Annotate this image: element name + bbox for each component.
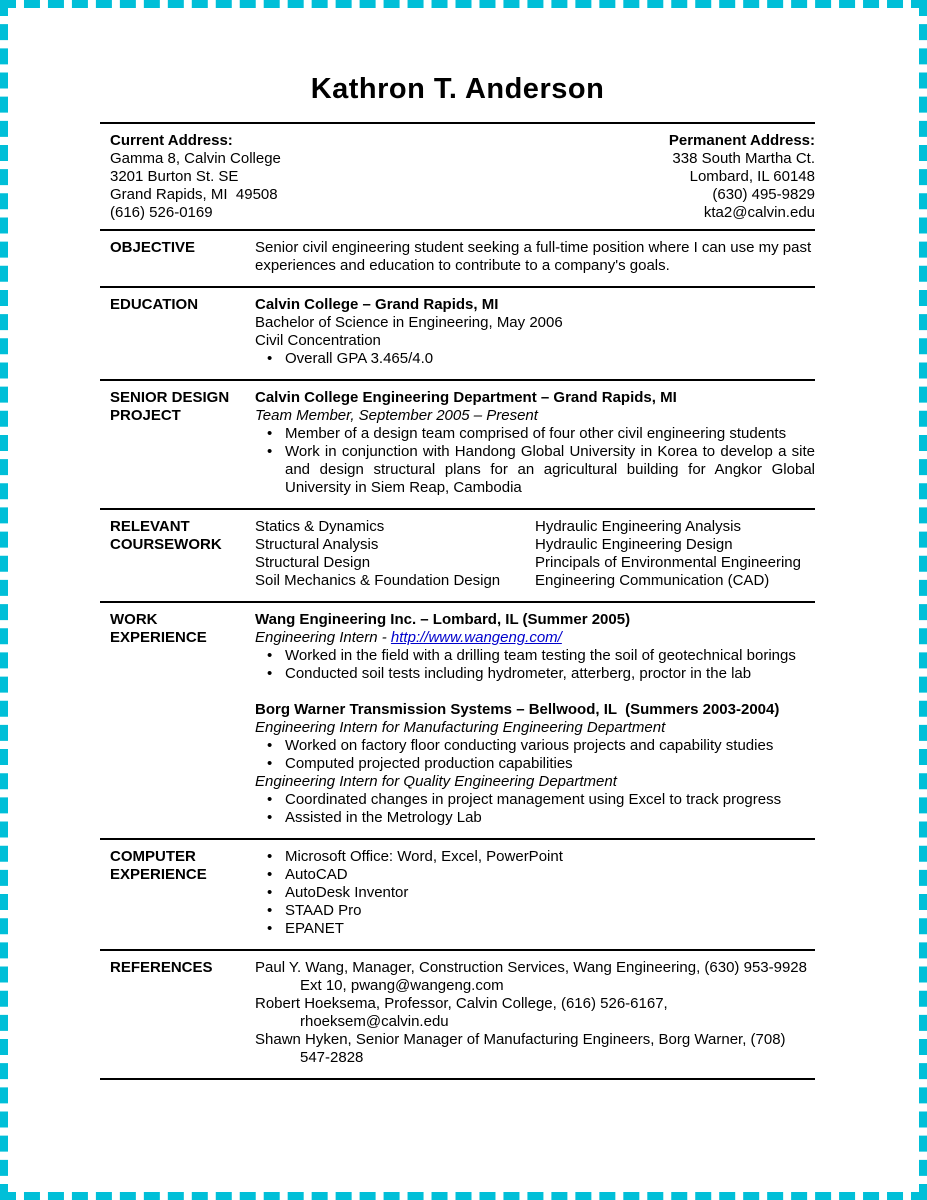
education-concentration: Civil Concentration [255, 332, 381, 349]
section-heading-senior-design-project [100, 389, 255, 497]
current-address-line: Gamma 8, Calvin College [110, 150, 281, 167]
senior-design-role: Team Member, September 2005 – Present [255, 407, 538, 424]
permanent-address-line: kta2@calvin.edu [703, 204, 815, 221]
education-school: Calvin College – Grand Rapids, MI [255, 296, 499, 313]
list-item: • Microsoft Office: Word, Excel, PowerPoint [255, 848, 815, 866]
job-bullets [255, 737, 815, 773]
job-role-title: Engineering Intern for Manufacturing Engineering Department [255, 719, 666, 736]
section-heading-objective: OBJECTIVE [110, 239, 196, 256]
section-heading-relevant-coursework [100, 518, 255, 590]
current-address-label: Current Address: [110, 132, 233, 149]
job-company: Borg Warner Transmission Systems – Bellwood, IL (Summers 2003-2004) [255, 701, 780, 718]
coursework-left-column [255, 518, 535, 590]
computer-skills-list [255, 848, 815, 938]
job-role-title: Engineering Intern for Quality Engineering Department [255, 773, 617, 790]
section-senior-design-project [100, 381, 815, 508]
section-heading-education: EDUCATION [110, 296, 199, 313]
list-item: • Coordinated changes in project management using Excel to track progress [255, 791, 815, 809]
job-wang-engineering [255, 611, 815, 683]
education-bullets [255, 350, 815, 368]
education-degree: Bachelor of Science in Engineering, May 2006 [255, 314, 563, 331]
section-relevant-coursework [100, 510, 815, 601]
permanent-address [669, 132, 815, 222]
list-item: • Assisted in the Metrology Lab [255, 809, 815, 827]
job-bullets [255, 647, 815, 683]
divider [100, 1078, 815, 1080]
list-item: • Conducted soil tests including hydrometer, atterberg, proctor in the lab [255, 665, 815, 683]
section-heading-work-experience [100, 611, 255, 827]
list-item: • Computed projected production capabilities [255, 755, 815, 773]
list-item: • Overall GPA 3.465/4.0 [255, 350, 815, 368]
objective-text: Senior civil engineering student seeking a full-time position where I can use my past experiences and education to contribute to a company's goals. [255, 239, 812, 274]
coursework-right-column [535, 518, 815, 590]
course-item: Principals of Environmental Engineering [535, 554, 801, 571]
list-item: • AutoCAD [255, 866, 815, 884]
list-item: • AutoDesk Inventor [255, 884, 815, 902]
job-role [255, 629, 815, 647]
section-heading-references: REFERENCES [110, 959, 213, 976]
job-bullets [255, 791, 815, 827]
section-references [100, 951, 815, 1078]
heading-line: WORK [110, 611, 158, 628]
section-heading-computer-experience [100, 848, 255, 938]
current-address [100, 132, 281, 222]
list-item: • Worked in the field with a drilling team testing the soil of geotechnical borings [255, 647, 815, 665]
current-address-line: (616) 526-0169 [110, 204, 213, 221]
heading-line: PROJECT [110, 407, 181, 424]
address-block [100, 124, 815, 229]
course-item: Hydraulic Engineering Design [535, 536, 733, 553]
course-item: Statics & Dynamics [255, 518, 385, 535]
job-company: Wang Engineering Inc. – Lombard, IL (Summer 2005) [255, 611, 631, 628]
section-computer-experience [100, 840, 815, 949]
course-item: Engineering Communication (CAD) [535, 572, 770, 589]
senior-design-organization: Calvin College Engineering Department – Grand Rapids, MI [255, 389, 677, 406]
heading-line: SENIOR DESIGN [110, 389, 230, 406]
list-item: • STAAD Pro [255, 902, 815, 920]
section-work-experience [100, 603, 815, 838]
current-address-line: 3201 Burton St. SE [110, 168, 239, 185]
company-website-link[interactable]: http://www.wangeng.com/ [390, 629, 562, 646]
permanent-address-label: Permanent Address: [668, 132, 815, 149]
list-item: • Work in conjunction with Handong Global University in Korea to develop a site and design structural plans for an agricultural building for Angkor Global University in Siem Reap, Cambodia [255, 443, 815, 497]
course-item: Soil Mechanics & Foundation Design [255, 572, 501, 589]
permanent-address-line: Lombard, IL 60148 [689, 168, 815, 185]
section-objective [100, 231, 815, 286]
current-address-line: Grand Rapids, MI 49508 [110, 186, 278, 203]
list-item: • Member of a design team comprised of four other civil engineering students [255, 425, 815, 443]
heading-line: RELEVANT [110, 518, 190, 535]
resume-name: Kathron T. Anderson [310, 73, 605, 105]
permanent-address-line: 338 South Martha Ct. [672, 150, 815, 167]
course-item: Structural Design [255, 554, 371, 571]
senior-design-bullets [255, 425, 815, 497]
reference-entry: Shawn Hyken, Senior Manager of Manufacturing Engineers, Borg Warner, (708) 547-2828 [255, 1031, 786, 1066]
heading-line: EXPERIENCE [110, 866, 207, 883]
course-item: Structural Analysis [255, 536, 379, 553]
heading-line: COMPUTER [110, 848, 196, 865]
job-role-title: Engineering Intern - [255, 629, 391, 646]
section-education [100, 288, 815, 379]
reference-entry: Robert Hoeksema, Professor, Calvin College, (616) 526-6167, rhoeksem@calvin.edu [255, 995, 668, 1030]
heading-line: EXPERIENCE [110, 629, 207, 646]
heading-line: COURSEWORK [110, 536, 222, 553]
list-item: • Worked on factory floor conducting various projects and capability studies [255, 737, 815, 755]
reference-entry: Paul Y. Wang, Manager, Construction Services, Wang Engineering, (630) 953-9928 Ext 10, pwang@wangeng.com [255, 959, 807, 994]
job-borg-warner [255, 701, 815, 827]
course-item: Hydraulic Engineering Analysis [535, 518, 741, 535]
list-item: • EPANET [255, 920, 815, 938]
permanent-address-line: (630) 495-9829 [712, 186, 815, 203]
